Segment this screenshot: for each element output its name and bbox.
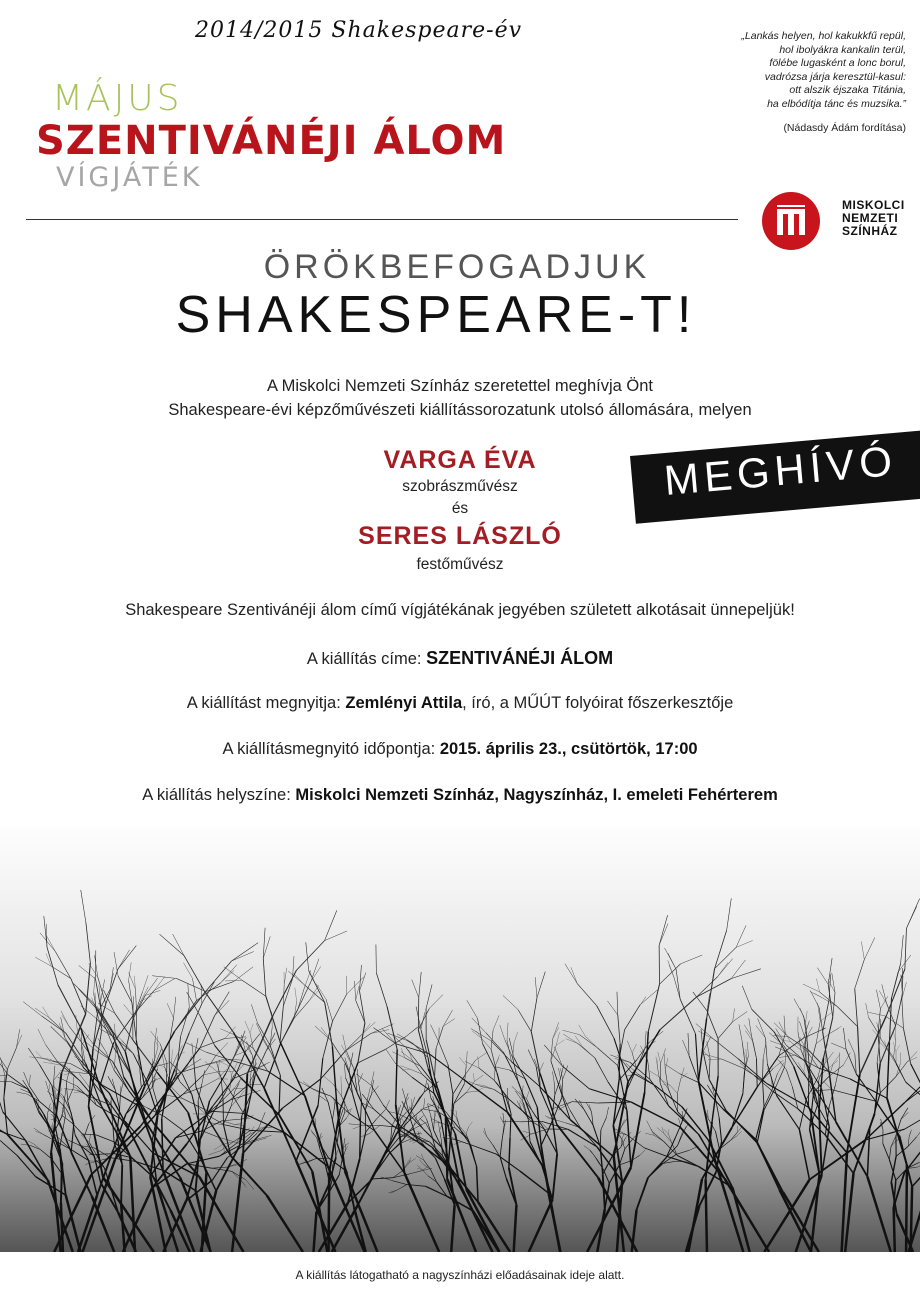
detail-title: [0, 648, 920, 669]
detail-value: Zemlényi Attila: [345, 694, 463, 712]
detail-value: Miskolci Nemzeti Színház, Nagyszínház, I. emeleti Fehérterem: [295, 786, 778, 804]
artist-role: festőművész: [416, 556, 504, 573]
intro-line: A Miskolci Nemzeti Színház szeretettel meghívja Önt: [266, 377, 654, 395]
month-label: MÁJUS: [52, 78, 183, 119]
detail-time: [0, 740, 920, 759]
branches-photo: [0, 828, 920, 1252]
divider: [26, 219, 738, 220]
quote-line: vadrózsa járja keresztül-kasul:: [764, 70, 906, 83]
quote-line: ott alszik éjszaka Titánia,: [789, 84, 906, 97]
quote: [666, 30, 906, 112]
detail-label: A kiállítás címe:: [306, 650, 427, 668]
theatre-name: [842, 199, 905, 238]
invitation-badge: MEGHÍVÓ: [630, 430, 920, 524]
translator-credit: (Nádasdy Ádám fordítása): [783, 122, 906, 134]
detail-opener: [0, 694, 920, 713]
artist-name: VARGA ÉVA: [383, 446, 537, 474]
theatre-logo-icon: [762, 192, 820, 250]
series-title: 2014/2015 Shakespeare-év: [195, 18, 523, 43]
logo-line: NEMZETI: [842, 211, 899, 225]
detail-value: SZENTIVÁNÉJI ÁLOM: [426, 648, 614, 668]
intro-line: Shakespeare-évi képzőművészeti kiállítássorozatunk utolsó állomására, melyen: [168, 401, 752, 419]
detail-venue: [0, 786, 920, 805]
detail-label: A kiállításmegnyitó időpontja:: [222, 740, 440, 758]
genre-label: VÍGJÁTÉK: [56, 162, 203, 193]
detail-label: A kiállítást megnyitja:: [186, 694, 346, 712]
logo-line: SZÍNHÁZ: [842, 224, 898, 238]
intro-text: [0, 374, 920, 422]
detail-suffix: , író, a MŰÚT folyóirat főszerkesztője: [462, 694, 734, 712]
headline-2: SHAKESPEARE-T!: [175, 286, 697, 344]
artist-role: szobrászművész: [402, 478, 518, 495]
detail-value: 2015. április 23., csütörtök, 17:00: [439, 740, 698, 758]
quote-line: hol ibolyákra kankalin terül,: [779, 43, 906, 56]
conjunction: és: [451, 500, 469, 517]
quote-line: „Lankás helyen, hol kakukkfű repül,: [741, 30, 906, 42]
quote-line: ha elbódítja tánc és muzsika.”: [767, 97, 906, 110]
logo-line: MISKOLCI: [842, 198, 905, 212]
play-title: SZENTIVÁNÉJI ÁLOM: [36, 118, 507, 164]
quote-line: fölébe lugasként a lonc borul,: [769, 57, 906, 70]
footer-note: A kiállítás látogatható a nagyszínházi előadásainak ideje alatt.: [295, 1268, 625, 1282]
artist-name: SERES LÁSZLÓ: [358, 522, 562, 550]
celebration-text: Shakespeare Szentivánéji álom című vígjátékának jegyében született alkotásait ünnepeljük!: [125, 601, 795, 619]
detail-label: A kiállítás helyszíne:: [142, 786, 296, 804]
headline-1: ÖRÖKBEFOGADJUK: [263, 248, 651, 286]
